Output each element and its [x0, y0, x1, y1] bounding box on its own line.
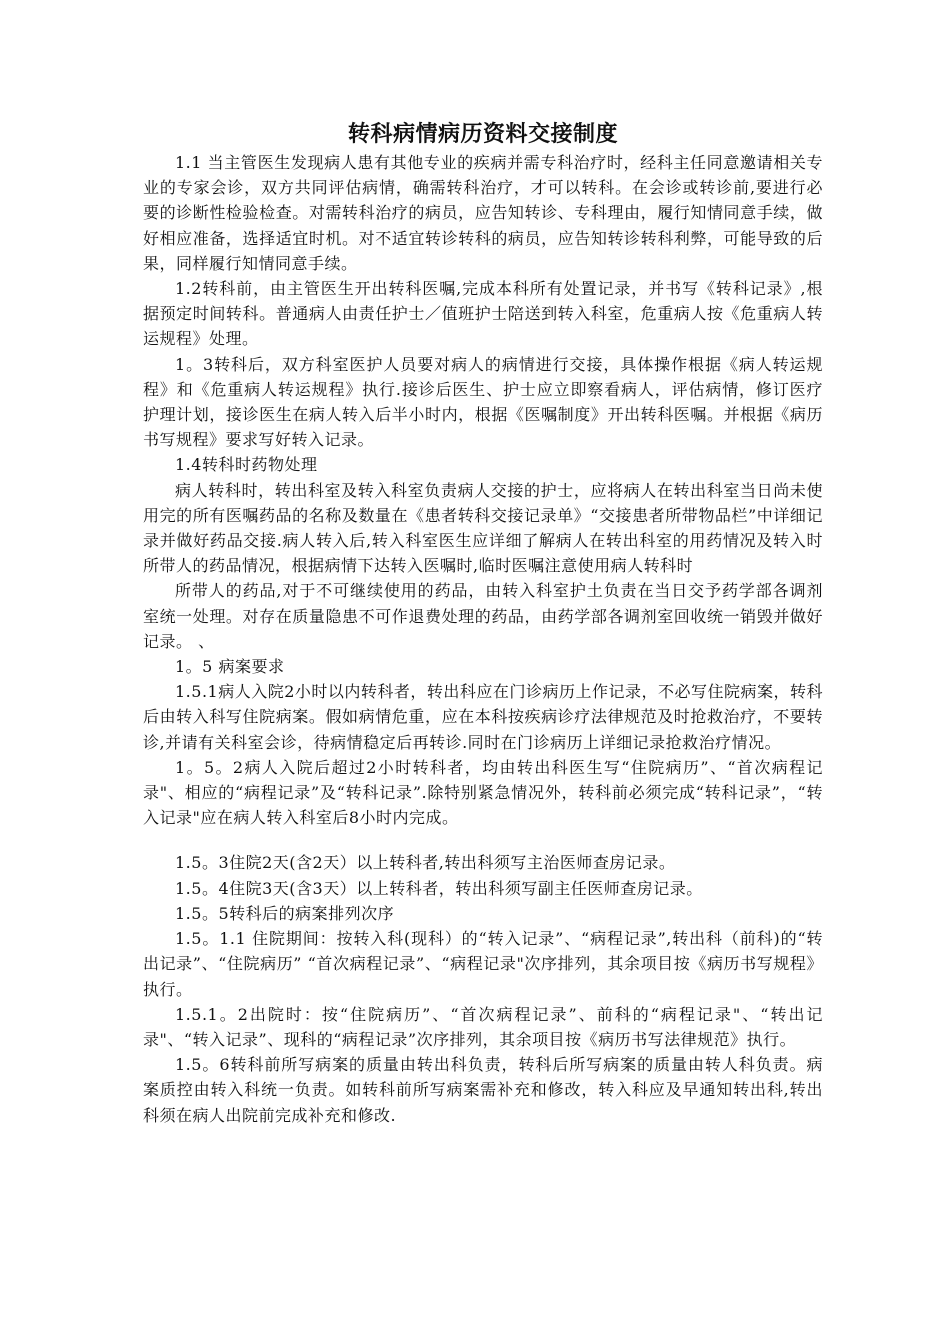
paragraph-1-2: 1.2转科前，由主管医生开出转科医嘱,完成本科所有处置记录，并书写《转科记录》,根据预定时间转科。普通病人由责任护士／值班护士陪送到转入科室，危重病人按《危重病人转运规程》处理。 [143, 279, 823, 349]
section-heading-1-5-5: 1.5。5转科后的病案排列次序 [175, 903, 395, 923]
paragraph-1-5-3: 1.5。3住院2天(含2天）以上转科者,转出科须写主治医师查房记录。 [175, 853, 676, 873]
paragraph-1-5-2: 1。5。2病人入院后超过2小时转科者，均由转出科医生写“住院病历”、“首次病程记录"、相应的“病程记录”及“转科记录”.除特别紧急情况外，转科前必须完成“转科记录”，“转入记录"应在病人转入科室后8小时内完成。 [143, 757, 823, 828]
paragraph-1-3: 1。3转科后，双方科室医护人员要对病人的病情进行交接，具体操作根据《病人转运规程》和《危重病人转运规程》执行.接诊后医生、护士应立即察看病人，评估病情，修订医疗护理计划，接诊医生在病人转入后半小时内，根据《医嘱制度》开出转科医嘱。并根据《病历书写规程》要求写好转入记录。 [143, 354, 823, 450]
paragraph-1-1: 1.1 当主管医生发现病人患有其他专业的疾病并需专科治疗时，经科主任同意邀请相关专业的专家会诊，双方共同评估病情，确需转科治疗，才可以转科。在会诊或转诊前,要进行必要的诊断性检验检查。对需转科治疗的病员，应告知转诊、专科理由，履行知情同意手续，做好相应准备，选择适宜时机。对不适宜转诊转科的病员，应告知转诊转科利弊，可能导致的后果，同样履行知情同意手续。 [143, 153, 823, 273]
section-heading-1-5: 1。5 病案要求 [175, 657, 285, 677]
paragraph-1-4-body: 病人转科时，转出科室及转入科室负责病人交接的护士，应将病人在转出科室当日尚未使用完的所有医嘱药品的名称及数量在《患者转科交接记录单》“交接患者所带物品栏”中详细记录并做好药品交接.病人转入后,转入科室医生应详细了解病人在转出科室的用药情况及转入时所带人的药品情况，根据病情下达转入医嘱时,临时医嘱注意使用病人转科时 [143, 480, 823, 576]
document-title: 转科病情病历资料交接制度 [347, 122, 618, 147]
section-heading-1-4: 1.4转科时药物处理 [175, 455, 318, 475]
paragraph-1-5-1: 1.5.1病人入院2小时以内转科者，转出科应在门诊病历上作记录，不必写住院病案，转科后由转入科写住院病案。假如病情危重，应在本科按疾病诊疗法律规范及时抢救治疗，不要转诊,并请有关科室会诊，待病情稳定后再转诊.同时在门诊病历上详细记录抢救治疗情况。 [143, 682, 823, 752]
blank-line [143, 830, 823, 850]
paragraph-1-5-6: 1.5。6转科前所写病案的质量由转出科负责，转科后所写病案的质量由转人科负责。病案质控由转入科统一负责。如转科前所写病案需补充和修改，转入科应及早通知转出科,转出科须在病人出院前完成补充和修改. [143, 1055, 823, 1125]
paragraph-1-5-4: 1.5。4住院3天(含3天）以上转科者，转出科须写副主任医师查房记录。 [175, 878, 703, 898]
paragraph-1-4-continued: 所带人的药品,对于不可继续使用的药品，由转入科室护土负责在当日交予药学部各调剂室统一处理。对存在质量隐患不可作退费处理的药品，由药学部各调剂室回收统一销毁并做好记录。 、 [143, 581, 823, 651]
paragraph-1-5-1-2: 1.5.1。2出院时：按“住院病历”、“首次病程记录”、前科的“病程记录"、“转出记录"、“转入记录”、现科的“病程记录”次序排列，其余项目按《病历书写法律规范》执行。 [143, 1004, 823, 1049]
paragraph-1-5-1-1: 1.5。1.1 住院期间：按转入科(现科）的“转入记录”、“病程记录”,转出科（前科)的“转出记录”、“住院病历” “首次病程记录”、“病程记录"次序排列，其余项目按《病历书写规程》执行。 [143, 929, 823, 999]
document-body [143, 120, 823, 1128]
